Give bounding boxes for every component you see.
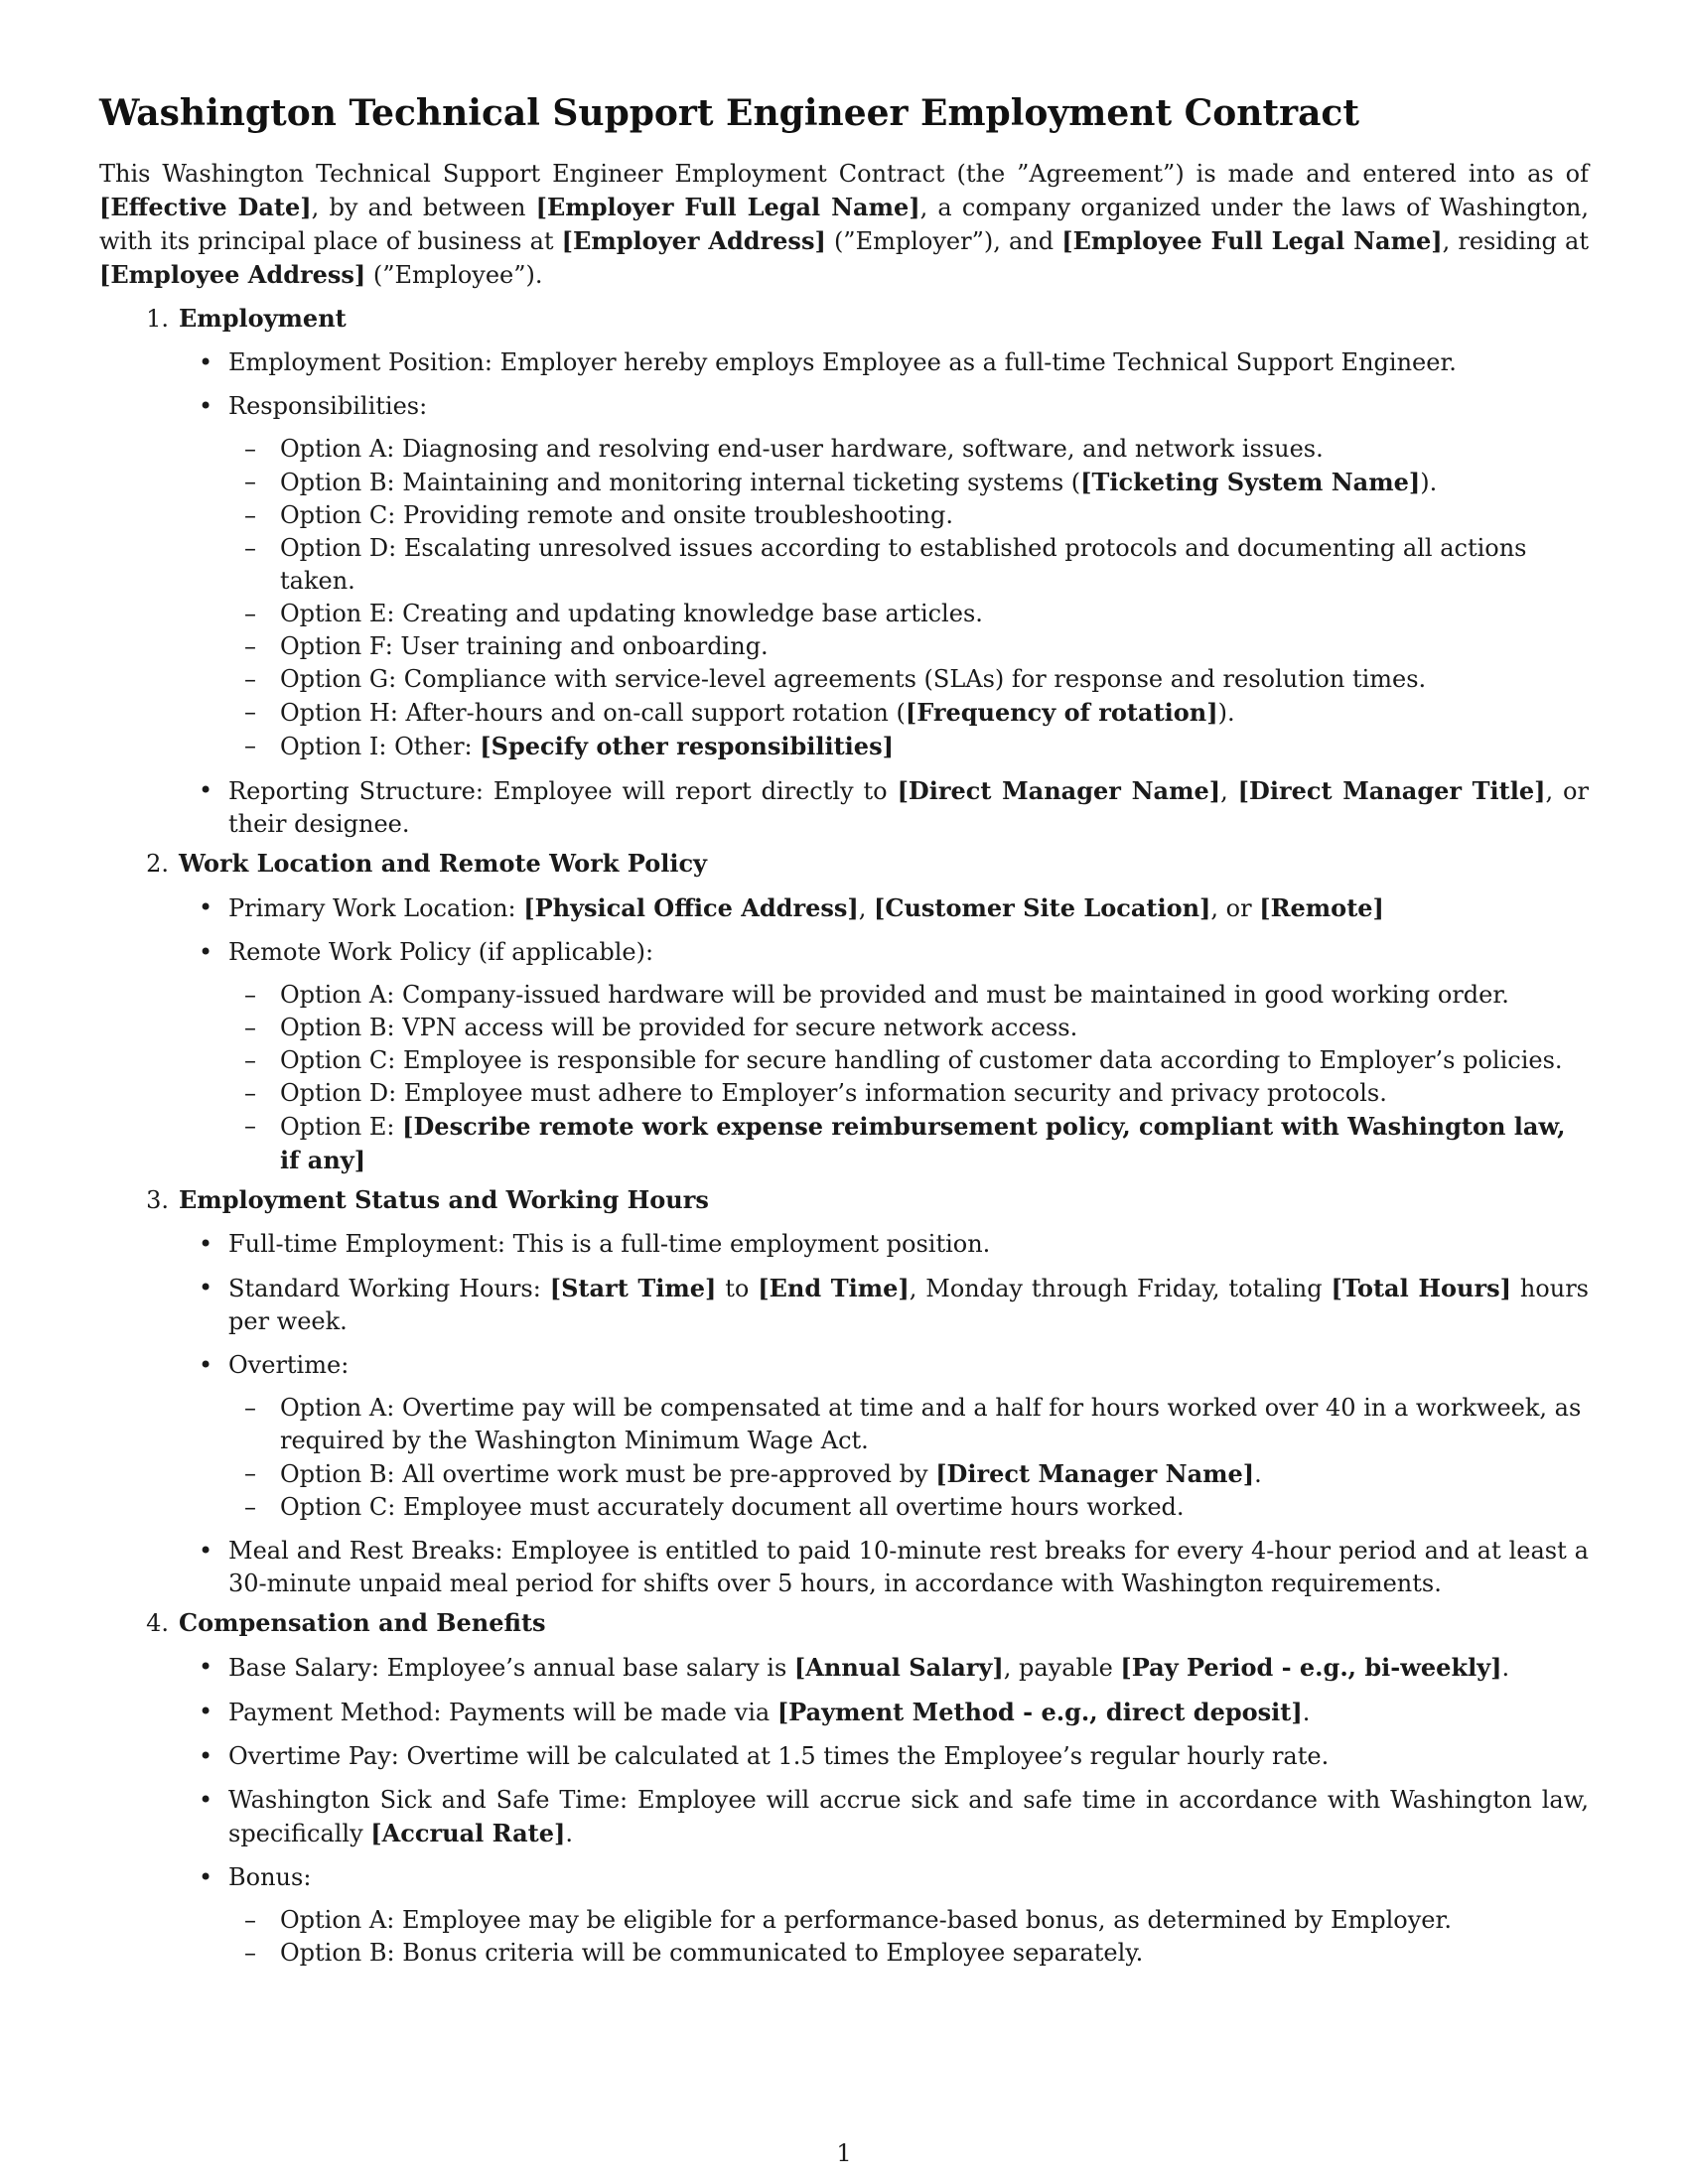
text-run: Payment Method: Payments will be made via — [228, 1699, 777, 1726]
text-run: Overtime Pay: Overtime will be calculated at 1.5 times the Employee’s regular hourly rate. — [228, 1742, 1330, 1770]
section-heading — [99, 302, 1589, 336]
placeholder-field: [Direct Manager Name] — [935, 1459, 1255, 1488]
text-run: Option I: Other: — [280, 733, 481, 760]
text-run: Option D: Escalating unresolved issues according to established protocols and documenting all actions taken. — [280, 534, 1527, 595]
placeholder-field: [Start Time] — [549, 1274, 717, 1302]
bullet-item — [99, 1740, 1589, 1773]
text-run: Option C: Providing remote and onsite troubleshooting. — [280, 501, 953, 529]
option-list — [99, 433, 1589, 763]
bullet-item — [99, 936, 1589, 969]
text-run: (”Employer”), and — [825, 227, 1062, 255]
bullet-list — [99, 1228, 1589, 1600]
placeholder-field: [Customer Site Location] — [874, 893, 1211, 922]
text-run: Option H: After-hours and on-call support rotation ( — [280, 699, 906, 727]
text-run: , a company organized under the laws of Washington, with its principal place of business at — [99, 194, 1590, 255]
option-item — [228, 1904, 1589, 1937]
option-item — [228, 1077, 1589, 1110]
placeholder-field: [Payment Method - e.g., direct deposit] — [776, 1698, 1303, 1726]
text-run: Bonus: — [228, 1863, 312, 1891]
option-item — [228, 466, 1589, 499]
text-run: hours per week. — [228, 1275, 1590, 1335]
placeholder-field: [Annual Salary] — [793, 1653, 1004, 1682]
text-run: Option G: Compliance with service-level agreements (SLAs) for response and resolution times. — [280, 665, 1427, 693]
text-run: , payable — [1003, 1654, 1121, 1682]
text-run: Option D: Employee must adhere to Employer’s information security and privacy protocols. — [280, 1079, 1387, 1107]
text-run: Responsibilities: — [228, 392, 428, 420]
text-run: Option E: — [280, 1113, 403, 1141]
option-item — [228, 499, 1589, 532]
text-run: Option E: Creating and updating knowledge base articles. — [280, 600, 983, 627]
text-run: Option A: Overtime pay will be compensated at time and a half for hours worked over 40 in a workweek, as required by the Washington Minimum Wage Act. — [280, 1394, 1582, 1454]
option-item — [228, 532, 1589, 598]
placeholder-field: [End Time] — [758, 1274, 910, 1302]
text-run: Meal and Rest Breaks: Employee is entitled to paid 10-minute rest breaks for every 4-hour period and at least a 30-minute unpaid meal period for shifts over 5 hours, in accordance with Washington requirements. — [228, 1537, 1589, 1597]
placeholder-field: [Direct Manager Name] — [897, 776, 1221, 805]
section-heading — [99, 1606, 1589, 1640]
bullet-item — [99, 774, 1589, 841]
text-run: Option A: Diagnosing and resolving end-user hardware, software, and network issues. — [280, 435, 1324, 463]
option-item — [228, 433, 1589, 466]
bullet-item — [99, 1228, 1589, 1261]
text-run: , by and between — [311, 194, 536, 221]
option-item — [228, 1491, 1589, 1524]
placeholder-field: [Accrual Rate] — [370, 1819, 566, 1847]
option-item — [228, 1012, 1589, 1044]
section-number: 1. — [146, 305, 169, 333]
section-3 — [99, 1183, 1589, 1600]
text-run: Option F: User training and onboarding. — [280, 632, 769, 660]
contract-page — [99, 87, 1589, 1974]
bullet-item — [99, 1696, 1589, 1729]
text-run: Full-time Employment: This is a full-time employment position. — [228, 1230, 991, 1258]
section-heading — [99, 1183, 1589, 1217]
text-run: Option B: All overtime work must be pre-approved by — [280, 1460, 936, 1488]
text-run: , — [1220, 777, 1238, 805]
bullet-item — [99, 1349, 1589, 1382]
text-run: . — [1254, 1460, 1262, 1488]
text-run: ). — [1217, 699, 1235, 727]
page-number: 1 — [836, 2139, 852, 2167]
text-run: Option B: VPN access will be provided for secure network access. — [280, 1014, 1078, 1041]
option-item — [228, 1392, 1589, 1457]
placeholder-field: [Pay Period - e.g., bi-weekly] — [1120, 1653, 1502, 1682]
text-run: Standard Working Hours: — [228, 1275, 550, 1302]
text-run: Option C: Employee is responsible for secure handling of customer data according to Employer’s policies. — [280, 1046, 1563, 1074]
bullet-item — [99, 346, 1589, 379]
option-item — [228, 1044, 1589, 1077]
text-run: , or their designee. — [228, 777, 1589, 838]
text-run: Base Salary: Employee’s annual base salary is — [228, 1654, 794, 1682]
option-item — [228, 1110, 1589, 1177]
placeholder-field: [Effective Date] — [99, 193, 312, 221]
section-2 — [99, 847, 1589, 1177]
option-list — [99, 1392, 1589, 1524]
text-run: Reporting Structure: Employee will report directly to — [228, 777, 898, 805]
bullet-item — [99, 390, 1589, 423]
text-run: Option B: Maintaining and monitoring internal ticketing systems ( — [280, 469, 1081, 496]
bullet-item — [99, 891, 1589, 925]
placeholder-field: [Employee Address] — [99, 260, 366, 289]
text-run: Option C: Employee must accurately document all overtime hours worked. — [280, 1493, 1185, 1521]
text-run: (”Employee”). — [365, 261, 543, 289]
placeholder-field: [Specify other responsibilities] — [480, 732, 894, 760]
text-run: , or — [1210, 894, 1260, 922]
text-run: ). — [1420, 469, 1438, 496]
text-run: Washington Sick and Safe Time: Employee will accrue sick and safe time in accordance with Washington law, specifically — [228, 1786, 1589, 1847]
text-run: Employment Position: Employer hereby employs Employee as a full-time Technical Support Engineer. — [228, 348, 1457, 376]
bullet-item — [99, 1651, 1589, 1685]
text-run: . — [1302, 1699, 1311, 1726]
section-number: 3. — [146, 1186, 169, 1214]
text-run: , — [858, 894, 874, 922]
section-title: Employment Status and Working Hours — [179, 1185, 709, 1214]
placeholder-field: [Total Hours] — [1331, 1274, 1511, 1302]
bullet-list — [99, 346, 1589, 841]
option-item — [228, 663, 1589, 696]
text-run: , Monday through Friday, totaling — [909, 1275, 1332, 1302]
section-heading — [99, 847, 1589, 881]
option-item — [228, 598, 1589, 630]
text-run: , residing at — [1442, 227, 1589, 255]
section-title: Compensation and Benefits — [179, 1608, 546, 1637]
bullet-item — [99, 1784, 1589, 1850]
bullet-item — [99, 1861, 1589, 1894]
placeholder-field: [Employer Full Legal Name] — [535, 193, 920, 221]
text-run: This Washington Technical Support Engineer Employment Contract (the ”Agreement”) is made and entered into as of — [99, 160, 1589, 188]
option-item — [228, 630, 1589, 663]
placeholder-field: [Physical Office Address] — [523, 893, 859, 922]
section-4 — [99, 1606, 1589, 1970]
text-run: . — [565, 1820, 574, 1847]
option-list — [99, 1904, 1589, 1970]
section-1 — [99, 302, 1589, 841]
placeholder-field: [Employer Address] — [561, 226, 826, 255]
option-item — [228, 730, 1589, 763]
placeholder-field: [Ticketing System Name] — [1080, 468, 1421, 496]
text-run: Option B: Bonus criteria will be communicated to Employee separately. — [280, 1939, 1144, 1967]
placeholder-field: [Employee Full Legal Name] — [1061, 226, 1443, 255]
text-run: Option A: Employee may be eligible for a performance-based bonus, as determined by Employer. — [280, 1906, 1452, 1934]
option-item — [228, 1457, 1589, 1491]
placeholder-field: [Direct Manager Title] — [1237, 776, 1546, 805]
document-title: Washington Technical Support Engineer Employment Contract — [99, 92, 1359, 134]
text-run: Remote Work Policy (if applicable): — [228, 938, 654, 966]
placeholder-field: [Remote] — [1259, 893, 1384, 922]
bullet-list — [99, 891, 1589, 1177]
option-item — [228, 979, 1589, 1012]
section-number: 2. — [146, 850, 169, 878]
bullet-item — [99, 1272, 1589, 1338]
option-item — [228, 696, 1589, 730]
text-run: Option A: Company-issued hardware will be provided and must be maintained in good working order. — [280, 981, 1509, 1009]
section-title: Employment — [179, 304, 347, 333]
section-list — [99, 302, 1589, 1970]
bullet-list — [99, 1651, 1589, 1970]
intro-paragraph — [99, 157, 1589, 292]
bullet-item — [99, 1535, 1589, 1600]
section-number: 4. — [146, 1609, 169, 1637]
text-run: Primary Work Location: — [228, 894, 524, 922]
text-run: Overtime: — [228, 1351, 350, 1379]
text-run: . — [1501, 1654, 1510, 1682]
text-run: to — [716, 1275, 759, 1302]
placeholder-field: [Frequency of rotation] — [905, 698, 1218, 727]
option-item — [228, 1937, 1589, 1970]
section-title: Work Location and Remote Work Policy — [179, 849, 707, 878]
option-list — [99, 979, 1589, 1177]
placeholder-field: [Describe remote work expense reimbursement policy, compliant with Washington law, if any] — [280, 1112, 1566, 1174]
